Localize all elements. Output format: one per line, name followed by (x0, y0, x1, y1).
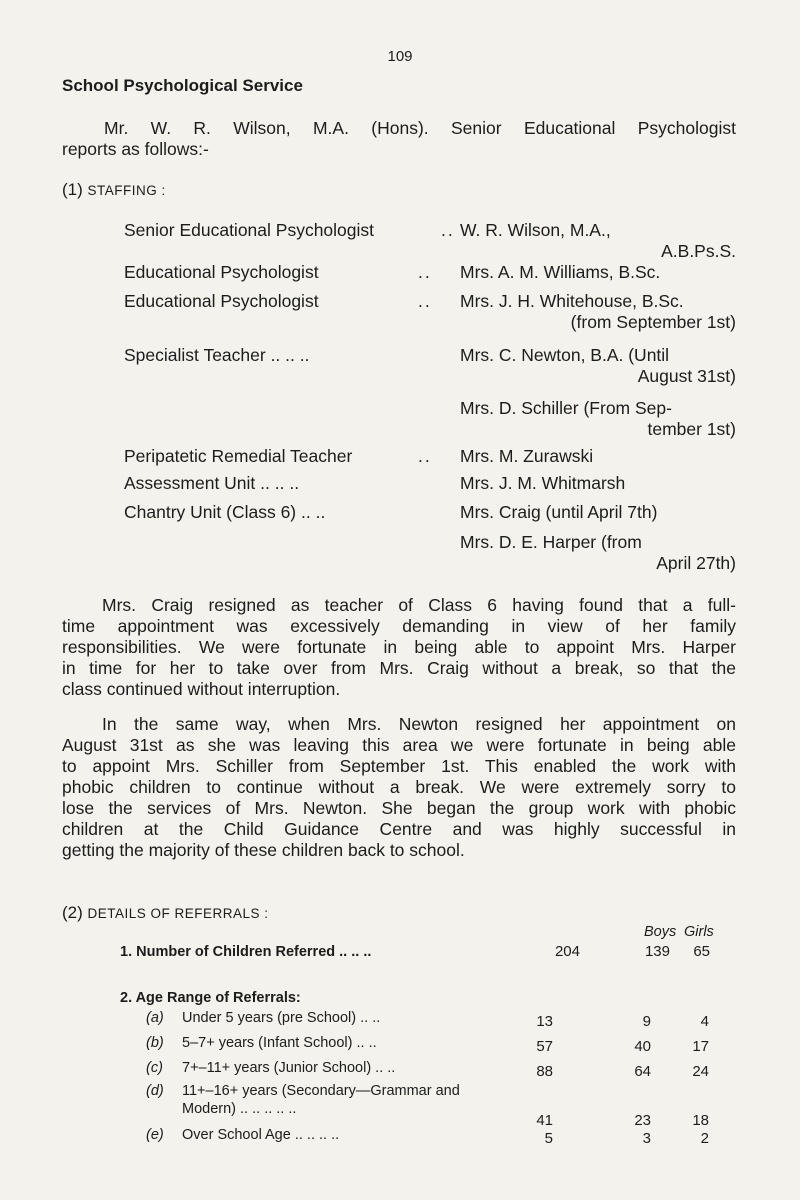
staff-role: Assessment Unit .. .. .. (124, 473, 300, 493)
row-total: 5 (544, 1130, 553, 1147)
staff-name-line: Mrs. J. H. Whitehouse, B.Sc. (460, 291, 684, 311)
staff-role: Peripatetic Remedial Teacher (124, 446, 353, 466)
staff-name-line: Mrs. D. Schiller (From Sep- (460, 398, 672, 418)
item-1-boys: 139 (644, 943, 670, 960)
paragraph-line: children at the Child Guidance Centre and was highly successful in (62, 819, 736, 839)
item-2-label: 2. Age Range of Referrals: (120, 990, 301, 1006)
referrals-heading-text: DETAILS OF REFERRALS : (87, 906, 269, 921)
staff-name-line: Mrs. M. Zurawski (460, 446, 594, 466)
paragraph-line: Mrs. Craig resigned as teacher of Class 6 having found that a full- (102, 595, 736, 615)
staff-name-line: Mrs. C. Newton, B.A. (Until (460, 345, 670, 365)
intro-line: Mr. W. R. Wilson, M.A. (Hons). Senior Educational Psychologist (104, 118, 736, 138)
staff-role: Chantry Unit (Class 6) .. .. (124, 502, 326, 522)
staff-name-line: W. R. Wilson, M.A., (460, 220, 611, 240)
staff-name (460, 262, 736, 283)
item-1-total: 204 (554, 943, 580, 960)
leader-dots: .. (441, 220, 455, 240)
paragraph-newton (62, 714, 736, 861)
row-key: (d) (146, 1083, 164, 1099)
row-total: 88 (536, 1063, 553, 1080)
paragraph-line: getting the majority of these children back to school. (62, 840, 465, 860)
paragraph-line: responsibilities. We were fortunate in being able to appoint Mrs. Harper (62, 637, 736, 657)
staff-name-line: Mrs. J. M. Whitmarsh (460, 473, 626, 493)
staffing-heading-number: (1) (62, 180, 83, 199)
row-girls: 2 (700, 1130, 709, 1147)
staff-name (460, 220, 736, 262)
row-key: (e) (146, 1127, 164, 1143)
intro-line: reports as follows:- (62, 139, 209, 159)
referrals-heading-number: (2) (62, 903, 83, 922)
leader-dots: .. (418, 446, 432, 466)
intro-paragraph (62, 118, 736, 160)
staff-name-line: Mrs. D. E. Harper (from (460, 532, 642, 552)
row-boys: 64 (634, 1063, 651, 1080)
row-boys: 3 (642, 1130, 651, 1147)
staffing-heading (62, 180, 166, 200)
paragraph-line: August 31st as she was leaving this area we were fortunate in being able (62, 735, 736, 755)
row-key: (a) (146, 1010, 164, 1026)
row-girls: 4 (700, 1013, 709, 1030)
row-boys: 40 (634, 1038, 651, 1055)
row-key: (c) (146, 1060, 163, 1076)
staff-name-line: August 31st) (637, 366, 736, 386)
staff-role: Specialist Teacher .. .. .. (124, 345, 310, 365)
row-girls: 24 (692, 1063, 709, 1080)
paragraph-craig (62, 595, 736, 700)
row-girls: 18 (692, 1112, 709, 1129)
row-label: Under 5 years (pre School) .. .. (182, 1010, 381, 1026)
item-1-girls: 65 (693, 943, 710, 960)
row-total: 57 (536, 1038, 553, 1055)
row-boys: 9 (642, 1013, 651, 1030)
staff-name (460, 398, 736, 440)
paragraph-line: phobic children to continue without a break. We were extremely sorry to (62, 777, 736, 797)
row-label: 7+–11+ years (Junior School) .. .. (182, 1060, 396, 1076)
column-header-girls: Girls (684, 924, 714, 940)
paragraph-line: class continued without interruption. (62, 679, 341, 699)
staff-role: Educational Psychologist (124, 262, 319, 282)
row-label-continued: Modern) .. .. .. .. .. (182, 1101, 297, 1117)
staff-name-line: (from September 1st) (570, 312, 736, 332)
paragraph-line: lose the services of Mrs. Newton. She began the group work with phobic (62, 798, 736, 818)
paragraph-line: In the same way, when Mrs. Newton resigned her appointment on (102, 714, 736, 734)
row-label: 11+–16+ years (Secondary—Grammar and (182, 1083, 460, 1099)
section-title: School Psychological Service (62, 76, 303, 95)
page-number: 109 (387, 48, 413, 65)
row-label: Over School Age .. .. .. .. (182, 1127, 340, 1143)
staff-name (460, 532, 736, 574)
staff-role: Senior Educational Psychologist (124, 220, 375, 240)
row-key: (b) (146, 1035, 164, 1051)
paragraph-line: to appoint Mrs. Schiller from September 1st. This enabled the work with (62, 756, 736, 776)
leader-dots: .. (418, 262, 432, 282)
row-girls: 17 (692, 1038, 709, 1055)
staff-name-line: April 27th) (656, 553, 736, 573)
row-boys: 23 (634, 1112, 651, 1129)
paragraph-line: in time for her to take over from Mrs. Craig without a break, so that the (62, 658, 736, 678)
row-label: 5–7+ years (Infant School) .. .. (182, 1035, 377, 1051)
referrals-heading (62, 903, 269, 923)
staff-name-line: tember 1st) (647, 419, 736, 439)
staff-name-line: Mrs. A. M. Williams, B.Sc. (460, 262, 661, 282)
item-1-label: 1. Number of Children Referred .. .. .. (120, 944, 372, 960)
staffing-heading-text: STAFFING : (87, 183, 166, 198)
paragraph-line: time appointment was excessively demanding in view of her family (62, 616, 736, 636)
staff-name-line: Mrs. Craig (until April 7th) (460, 502, 658, 522)
row-total: 41 (536, 1112, 553, 1129)
column-header-boys: Boys (644, 924, 677, 940)
row-total: 13 (536, 1013, 553, 1030)
staff-name (460, 502, 736, 523)
staff-name (460, 345, 736, 387)
leader-dots: .. (418, 291, 432, 311)
staff-name (460, 446, 736, 467)
staff-name (460, 291, 736, 333)
staff-role: Educational Psychologist (124, 291, 319, 311)
staff-name-line: A.B.Ps.S. (661, 241, 736, 261)
staff-name (460, 473, 736, 494)
